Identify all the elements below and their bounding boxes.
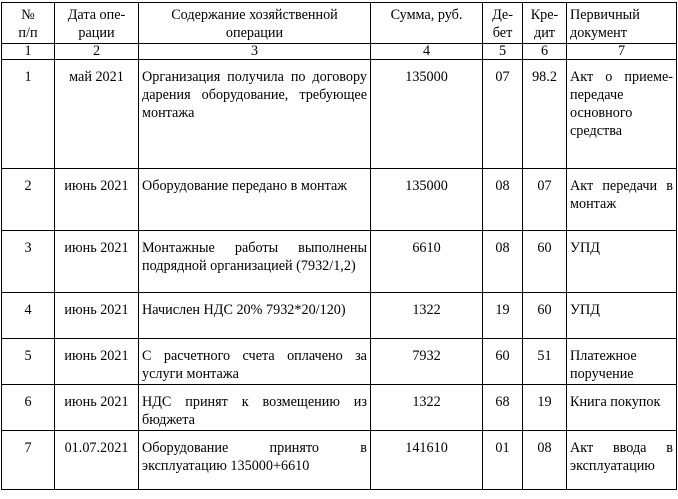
row-debit: 07 (483, 60, 523, 169)
row-number: 2 (2, 169, 55, 231)
table-row (2, 231, 677, 293)
table-row (2, 385, 677, 431)
column-number-row (2, 44, 677, 60)
column-number: 5 (483, 44, 523, 60)
row-credit: 60 (523, 293, 567, 339)
column-number: 3 (139, 44, 371, 60)
column-number: 7 (567, 44, 677, 60)
header-number: № п/п (2, 3, 55, 44)
row-debit: 08 (483, 169, 523, 231)
row-content: НДС принят к возмещению из бюджета (139, 385, 371, 431)
row-content: Оборудование принято в эксплуатацию 135000+6610 (139, 431, 371, 490)
row-number: 7 (2, 431, 55, 490)
row-sum: 135000 (371, 60, 483, 169)
table-row (2, 293, 677, 339)
column-number: 6 (523, 44, 567, 60)
row-sum: 1322 (371, 385, 483, 431)
row-sum: 135000 (371, 169, 483, 231)
row-sum: 6610 (371, 231, 483, 293)
row-content: С расчетного счета оплачено за услуги монтажа (139, 339, 371, 385)
table-row (2, 60, 677, 169)
column-number: 2 (55, 44, 139, 60)
header-document: Первичный документ (567, 3, 677, 44)
header-content: Содержание хозяйственной операции (139, 3, 371, 44)
operations-table (1, 2, 677, 490)
column-number: 4 (371, 44, 483, 60)
row-sum: 1322 (371, 293, 483, 339)
row-document: Акт о приеме-передаче основного средства (567, 60, 677, 169)
row-content: Оборудование передано в монтаж (139, 169, 371, 231)
row-number: 6 (2, 385, 55, 431)
row-content: Монтажные работы выполнены подрядной организацией (7932/1,2) (139, 231, 371, 293)
row-document: Акт ввода в эксплуатацию (567, 431, 677, 490)
header-sum: Сумма, руб. (371, 3, 483, 44)
row-content: Начислен НДС 20% 7932*20/120) (139, 293, 371, 339)
row-debit: 19 (483, 293, 523, 339)
row-document: УПД (567, 293, 677, 339)
row-number: 4 (2, 293, 55, 339)
row-document: УПД (567, 231, 677, 293)
row-document: Платежное поручение (567, 339, 677, 385)
row-date: июнь 2021 (55, 169, 139, 231)
row-credit: 19 (523, 385, 567, 431)
row-date: май 2021 (55, 60, 139, 169)
row-credit: 51 (523, 339, 567, 385)
row-number: 5 (2, 339, 55, 385)
row-credit: 08 (523, 431, 567, 490)
row-debit: 01 (483, 431, 523, 490)
row-debit: 68 (483, 385, 523, 431)
row-date: июнь 2021 (55, 385, 139, 431)
row-credit: 07 (523, 169, 567, 231)
row-date: июнь 2021 (55, 293, 139, 339)
row-debit: 08 (483, 231, 523, 293)
row-number: 1 (2, 60, 55, 169)
column-number: 1 (2, 44, 55, 60)
row-date: июнь 2021 (55, 231, 139, 293)
row-credit: 98.2 (523, 60, 567, 169)
row-credit: 60 (523, 231, 567, 293)
table-row (2, 169, 677, 231)
table-row (2, 339, 677, 385)
row-document: Акт передачи в монтаж (567, 169, 677, 231)
row-date: 01.07.2021 (55, 431, 139, 490)
row-document: Книга покупок (567, 385, 677, 431)
header-row (2, 3, 677, 44)
header-debit: Де- бет (483, 3, 523, 44)
table-row (2, 431, 677, 490)
row-content: Организация получила по договору дарения оборудование, требующее монтажа (139, 60, 371, 169)
row-date: июнь 2021 (55, 339, 139, 385)
header-credit: Кре- дит (523, 3, 567, 44)
row-sum: 7932 (371, 339, 483, 385)
row-debit: 60 (483, 339, 523, 385)
row-sum: 141610 (371, 431, 483, 490)
header-date: Дата опе- рации (55, 3, 139, 44)
row-number: 3 (2, 231, 55, 293)
